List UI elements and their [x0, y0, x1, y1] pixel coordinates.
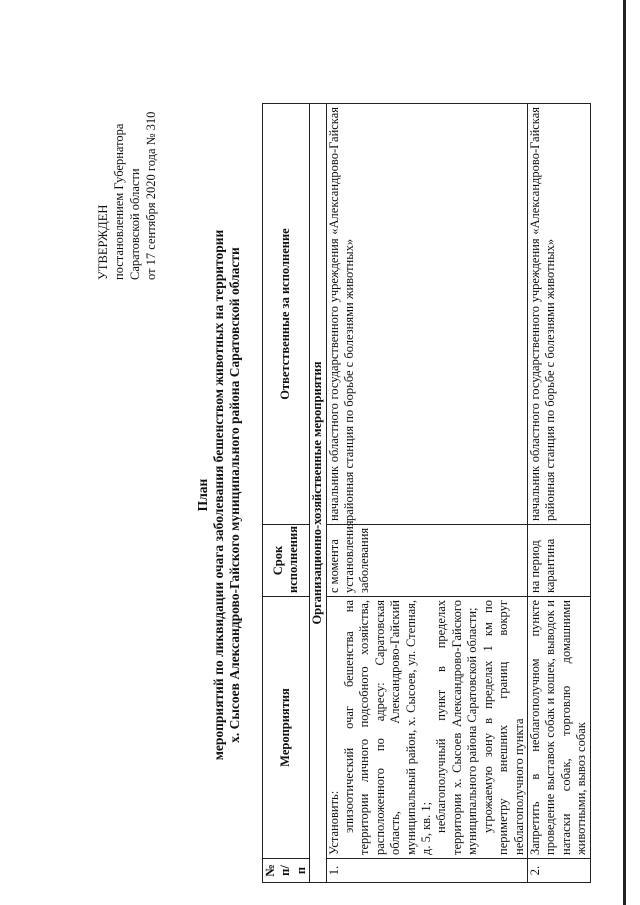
title-line: План: [195, 478, 210, 512]
measure-text: эпизоотический очаг бешенства на территории личного подсобного хозяйства, расположенного по адресу: Саратовская область, Александрово-Гайский муниципальный район, х. Сысоев, ул. Степная, д. 5, кв. 1;: [342, 600, 434, 855]
approval-line: от 17 сентября 2020 года № 310: [144, 111, 158, 280]
measure-text: Установить:: [326, 790, 341, 855]
section-title: Организационно-хозяйственные мероприятия: [310, 104, 326, 883]
approval-stamp: [95, 20, 159, 280]
row-term: с момента установления заболевания: [326, 525, 527, 597]
section-row: [310, 104, 326, 883]
measure-text: неблагополучный пункт в пределах территории х. Сысоев Александрово-Гайского муниципального района Саратовской области;: [434, 600, 480, 855]
row-responsible: начальник областного государственного учреждения «Александрово-Гайская районная станция по борьбе с болезнями животных»: [527, 104, 590, 525]
approval-line: УТВЕРЖДЕН: [96, 204, 110, 280]
header-measures: Мероприятия: [263, 597, 310, 859]
header-responsible: Ответственные за исполнение: [263, 104, 310, 525]
row-responsible: начальник областного государственного учреждения «Александрово-Гайская районная станция по борьбе с болезнями животных»: [326, 104, 527, 525]
title-line: х. Сысоев Александрово-Гайского муниципального района Саратовской области: [227, 247, 242, 743]
measure-text: Запретить в неблагополучном пункте проведение выставок собак и кошек, выводок и натаски собак, торговлю домашними животными, вывоз собак: [527, 600, 589, 855]
table-header-row: [263, 104, 310, 883]
row-term: на период карантина: [527, 525, 590, 597]
row-measures: [326, 597, 527, 859]
approval-line: Саратовской области: [128, 168, 142, 280]
title-line: мероприятий по ликвидации очага заболевания бешенством животных на территории: [211, 229, 226, 761]
measures-table: [262, 103, 591, 883]
row-num: 2.: [527, 859, 590, 883]
row-measures: [527, 597, 590, 859]
header-num: № п/п: [263, 859, 310, 883]
header-term: Срок исполнения: [263, 525, 310, 597]
table-row: [527, 104, 590, 883]
measure-text: угрожаемую зону в пределах 1 км по периметру внешних границ вокруг неблагополучного пункта: [480, 600, 526, 855]
table-row: [326, 104, 527, 883]
row-num: 1.: [326, 859, 527, 883]
approval-line: постановлением Губернатора: [112, 123, 126, 280]
plan-title: [195, 135, 243, 855]
